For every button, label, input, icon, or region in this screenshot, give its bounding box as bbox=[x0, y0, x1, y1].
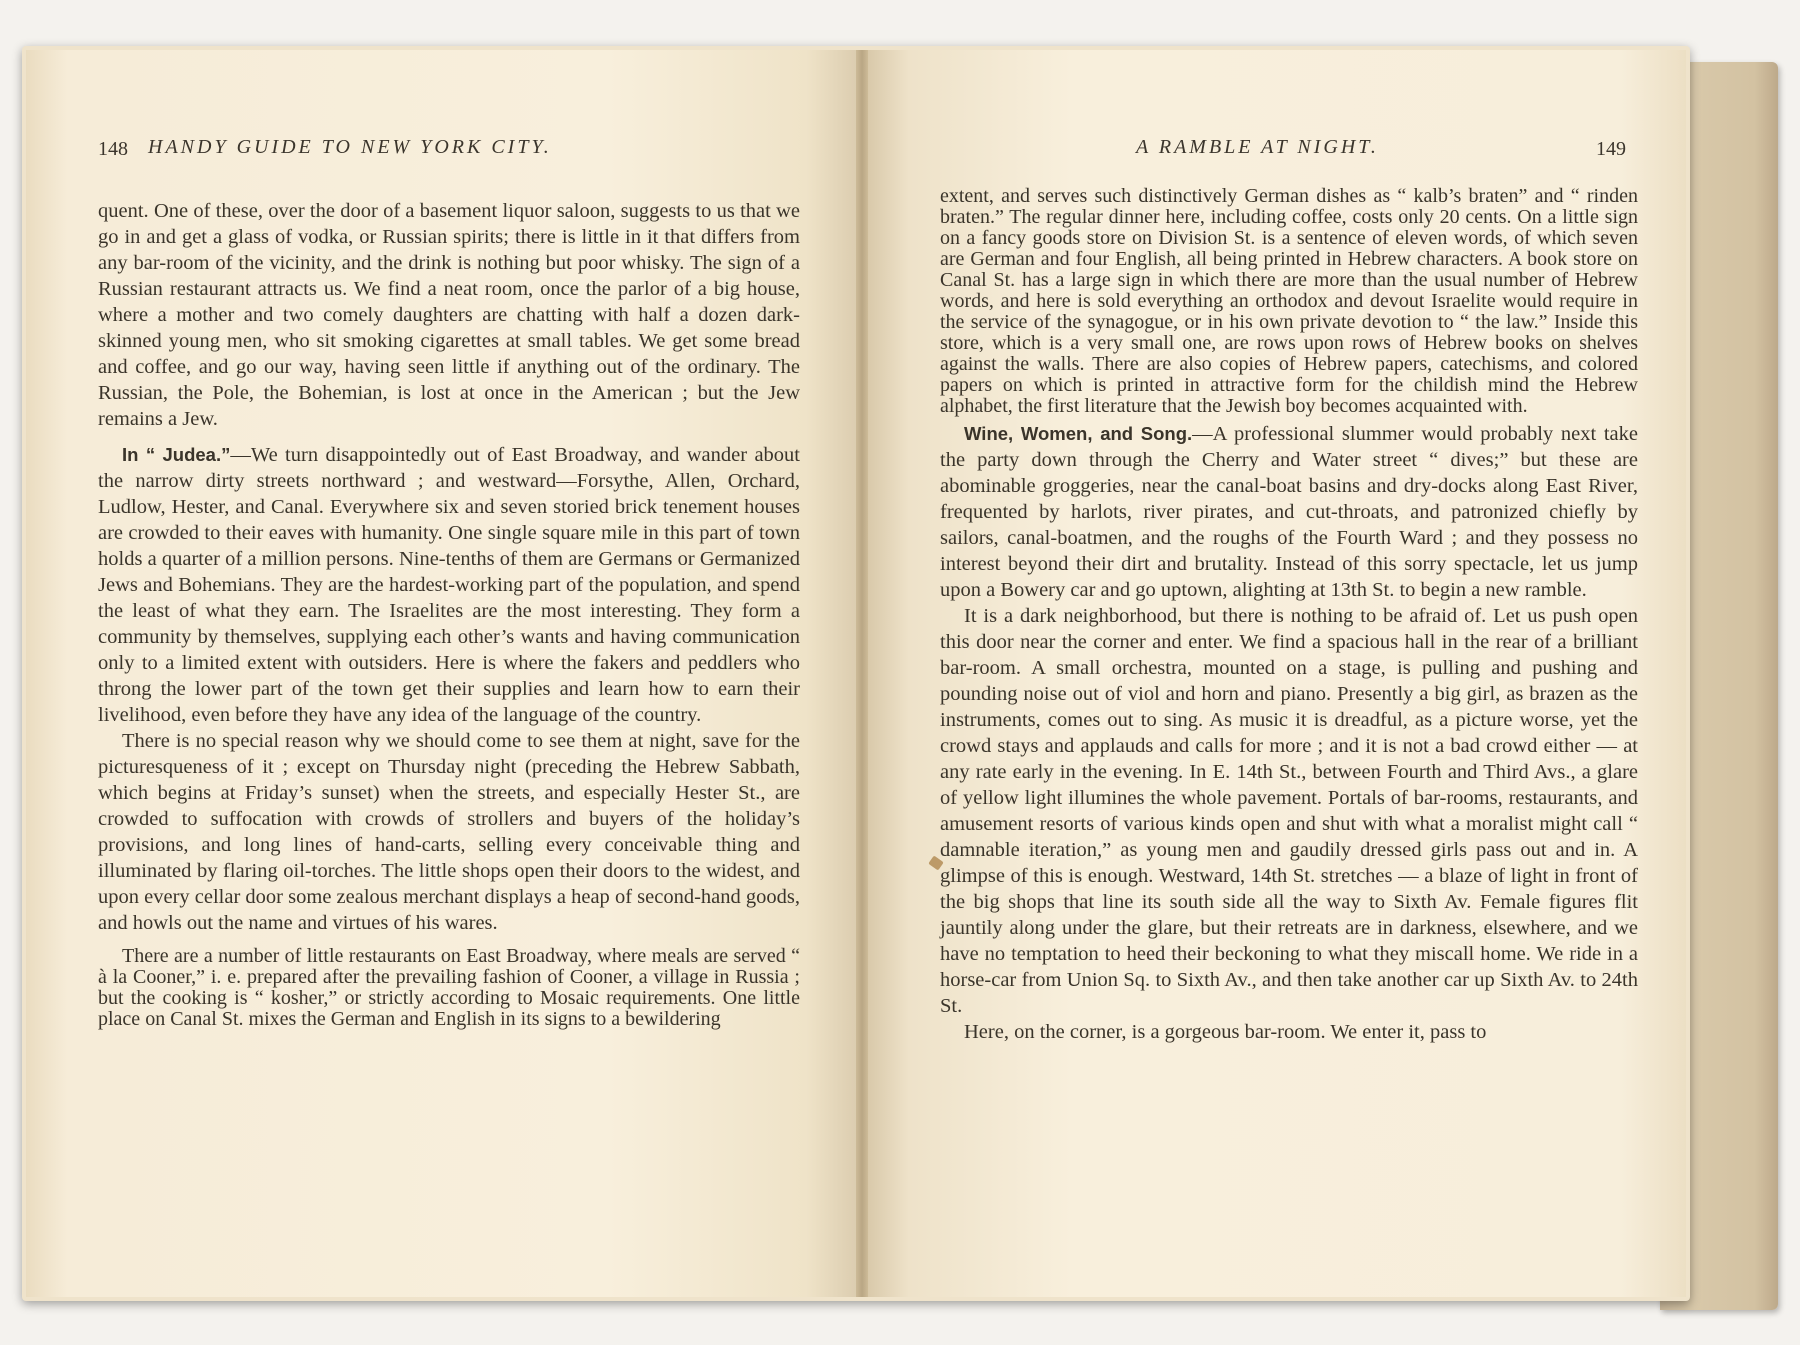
right-heading-wine-women-song: Wine, Women, and Song. bbox=[964, 423, 1193, 444]
left-page-number: 148 bbox=[98, 138, 128, 160]
left-paragraph-2 bbox=[98, 442, 800, 728]
left-page-body bbox=[98, 198, 800, 1030]
left-heading-judea: In “ Judea.” bbox=[122, 444, 231, 465]
left-page bbox=[26, 50, 856, 1297]
right-paragraph-3: It is a dark neighborhood, but there is nothing to be afraid of. Let us push open this door near the corner and enter. We find a spacious hall in the rear of a brilliant bar-room. A small orchestra, mounted on a stage, is pulling and pushing and pounding noise out of viol and horn and piano. Presently a big girl, as brazen as the instruments, comes out to sing. As music it is dreadful, as a picture worse, yet the crowd stays and applauds and calls for more ; and it is not a bad crowd either — at any rate early in the evening. In E. 14th St., between Fourth and Third Avs., a glare of yellow light illumines the whole pavement. Portals of bar-rooms, restaurants, and amusement resorts of various kinds open and shut with what a moralist might call “ damnable iteration,” as young men and gaudily dressed girls pass out and in. A glimpse of this is enough. Westward, 14th St. stretches — a blaze of light in front of the big shops that line its south side all the way to Sixth Av. Female figures flit jauntily along under the glare, but their retreats are in darkness, elsewhere, and we have no temptation to heed their beckoning to what they miscall home. We ride in a horse-car from Union Sq. to Sixth Av., and then take another car up Sixth Av. to 24th St. bbox=[940, 605, 1638, 1017]
right-paragraph-2 bbox=[940, 421, 1638, 603]
left-page-header bbox=[26, 136, 856, 166]
left-running-title: HANDY GUIDE TO NEW YORK CITY. bbox=[148, 136, 552, 158]
right-page-number: 149 bbox=[1596, 138, 1626, 160]
right-paragraph-2-text: —A professional slummer would probably next take the party down through the Cherry and Water street “ dives;” but these are abominable groggeries, near the canal-boat basins and dry-docks along East River, frequented by harlots, river pirates, and cut-throats, and patronized chiefly by sailors, canal-boatmen, and the roughs of the Fourth Ward ; and they possess no interest beyond their dirt and brutality. Instead of this sorry spectacle, let us jump upon a Bowery car and go uptown, alighting at 13th St. to begin a new ramble. bbox=[940, 423, 1638, 601]
right-paragraph-1: extent, and serves such distinctively German dishes as “ kalb’s braten” and “ rinden braten.” The regular dinner here, including coffee, costs only 20 cents. On a little sign on a fancy goods store on Division St. is a sentence of eleven words, of which seven are German and four English, all being printed in Hebrew characters. A book store on Canal St. has a large sign in which there are more than the usual number of Hebrew words, and here is sold everything an orthodox and devout Israelite would require in the service of the synagogue, or in his own private devotion to “ the law.” Inside this store, which is a very small one, are rows upon rows of Hebrew books on shelves against the walls. There are also copies of Hebrew papers, catechisms, and colored papers on which is printed in attractive form for the childish mind the Hebrew alphabet, the first literature that the Jewish boy becomes acquainted with. bbox=[940, 185, 1638, 417]
right-page-header bbox=[868, 136, 1686, 166]
open-book bbox=[22, 46, 1690, 1301]
right-page-body bbox=[940, 186, 1638, 1045]
right-page bbox=[868, 50, 1686, 1297]
right-paragraph-4: Here, on the corner, is a gorgeous bar-room. We enter it, pass to bbox=[964, 1021, 1487, 1043]
left-paragraph-4: There are a number of little restaurants on East Broadway, where meals are served “ à la Cooner,” i. e. prepared after the prevailing fashion of Cooner, a village in Russia ; but the cooking is “ kosher,” or strictly according to Mosaic requirements. One little place on Canal St. mixes the German and English in its signs to a bewildering bbox=[98, 945, 800, 1030]
left-paragraph-3: There is no special reason why we should come to see them at night, save for the picturesqueness of it ; except on Thursday night (preceding the Hebrew Sabbath, which begins at Friday’s sunset) when the streets, and especially Hester St., are crowded to suffocation with crowds of strollers and buyers of the holiday’s provisions, and long lines of hand-carts, selling every conceivable thing and illuminated by flaring oil-torches. The little shops open their doors to the widest, and upon every cellar door some zealous merchant displays a heap of second-hand goods, and howls out the name and virtues of his wares. bbox=[98, 730, 800, 934]
left-paragraph-1: quent. One of these, over the door of a basement liquor saloon, suggests to us that we go in and get a glass of vodka, or Russian spirits; there is little in it that differs from any bar-room of the vicinity, and the drink is nothing but poor whisky. The sign of a Russian restaurant attracts us. We find a neat room, once the parlor of a big house, where a mother and two comely daughters are chatting with half a dozen dark-skinned young men, who sit smoking cigarettes at small tables. We get some bread and coffee, and go our way, having seen little if anything out of the ordinary. The Russian, the Pole, the Bohemian, is lost at once in the American ; but the Jew remains a Jew. bbox=[98, 200, 800, 430]
right-running-title: A RAMBLE AT NIGHT. bbox=[1136, 136, 1379, 158]
book-gutter bbox=[856, 50, 868, 1297]
left-paragraph-2-text: —We turn disappointedly out of East Broadway, and wander about the narrow dirty streets northward ; and westward—Forsythe, Allen, Orchard, Ludlow, Hester, and Canal. Everywhere six and seven storied brick tenement houses are crowded to their eaves with humanity. One single square mile in this part of town holds a quarter of a million persons. Nine-tenths of them are Germans or Germanized Jews and Bohemians. They are the hardest-working part of the population, and spend the least of what they earn. The Israelites are the most interesting. They form a community by themselves, supplying each other’s wants and having communication only to a limited extent with outsiders. Here is where the fakers and peddlers who throng the lower part of the town get their supplies and learn how to earn their livelihood, even before they have any idea of the language of the country. bbox=[98, 444, 800, 726]
